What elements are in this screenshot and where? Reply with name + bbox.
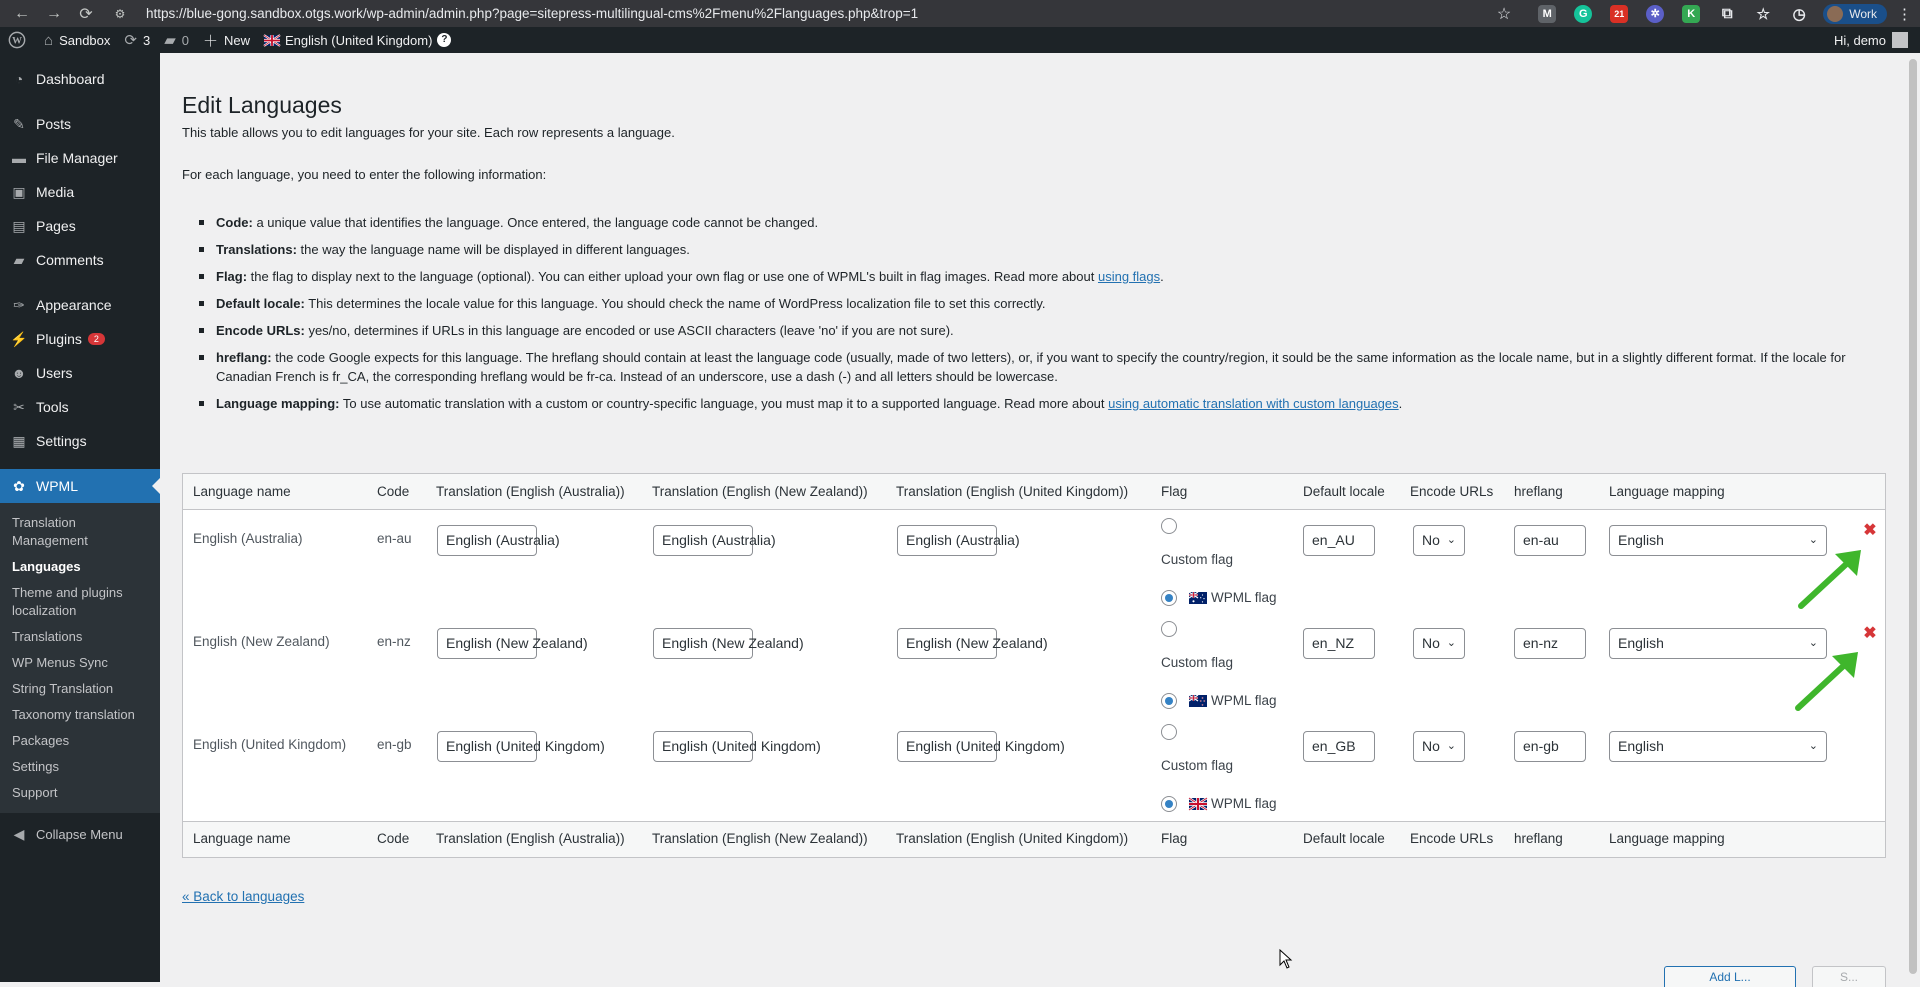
edit-languages-table [182,473,1886,858]
submenu-theme-plugins-localization[interactable]: Theme and plugins localization [12,585,123,618]
user-icon: ☻ [11,365,27,381]
main-content [182,53,1882,904]
delete-language-icon[interactable]: ✖ [1863,522,1877,539]
add-language-button[interactable] [1664,966,1796,987]
settings-extension-icon[interactable]: ✲ [1646,5,1664,23]
custom-flag-label: Custom flag [1161,552,1234,567]
back-arrow-icon[interactable]: ← [14,4,30,22]
greeting: Hi, demo [1833,32,1886,48]
footer-divider [183,821,1885,822]
default-locale-input[interactable]: en_NZ [1303,628,1375,659]
field-descriptions-list [198,213,1878,413]
menu-item-dashboard[interactable] [0,62,160,96]
col-code: Code [377,484,410,499]
wpml-flag-radio[interactable] [1161,590,1177,606]
menu-label: Media [36,184,75,200]
plugins-update-badge: 2 [88,333,105,345]
col-translation-nz: Translation (English (New Zealand)) [652,831,868,846]
chevron-down-icon: ⌄ [1446,534,1456,546]
menu-item-posts[interactable] [0,107,160,141]
settings-icon: ▦ [12,432,26,449]
default-locale-input[interactable]: en_AU [1303,525,1375,556]
menu-label: Users [36,365,73,381]
calendar-extension-icon[interactable]: 21 [1610,5,1628,23]
new-label: New [224,32,251,48]
wpml-flag-radio[interactable] [1161,796,1177,812]
wpml-flag-label: WPML flag [1211,590,1277,605]
table-body-bg [183,510,1885,821]
updates-count: 3 [142,32,151,48]
my-account-link[interactable] [1834,32,1908,48]
col-hreflang: hreflang [1514,484,1563,499]
language-label: English (United Kingdom) [285,32,433,48]
info-term: hreflang: [216,350,272,365]
hreflang-input[interactable]: en-nz [1514,628,1586,659]
info-item-translations [198,240,1878,259]
history-icon[interactable]: ◷ [1792,5,1806,23]
info-lead: For each language, you need to enter the following information: [182,167,547,182]
comments-link[interactable] [164,31,189,49]
svg-text:W: W [12,35,22,47]
col-hreflang: hreflang [1514,831,1563,846]
submenu-translation-management[interactable]: Translation Management [12,515,88,548]
submenu-support[interactable]: Support [12,785,58,800]
delete-language-icon[interactable]: ✖ [1863,625,1877,642]
site-name-link[interactable] [44,32,110,49]
wpml-icon: ✿ [13,477,25,494]
pin-icon: ✎ [13,115,25,132]
language-switcher[interactable] [264,33,451,48]
submenu-settings[interactable]: Settings [12,759,59,774]
united-kingdom-flag-icon [264,35,280,46]
col-language-name: Language name [193,484,291,499]
save-button[interactable] [1812,966,1886,987]
menu-item-wpml[interactable] [0,469,160,503]
scrollbar-thumb[interactable] [1909,59,1917,974]
menu-item-comments[interactable] [0,243,160,277]
language-mapping-select[interactable] [1609,731,1827,762]
annotation-arrow-icon [1790,646,1870,716]
automatic-translation-custom-languages-link[interactable]: using automatic translation with custom languages [1108,396,1399,411]
wpml-flag-label: WPML flag [1211,796,1277,811]
encode-urls-select[interactable] [1413,525,1465,556]
info-term: Encode URLs: [216,323,305,338]
col-translation-au: Translation (English (Australia)) [436,484,625,499]
folder-icon: ▬ [12,150,26,166]
info-text: . [1160,269,1164,284]
updates-link[interactable] [124,31,150,49]
new-content-link[interactable] [203,30,250,51]
col-translation-nz: Translation (English (New Zealand)) [652,484,868,499]
menu-item-media[interactable] [0,175,160,209]
chevron-down-icon: ⌄ [1808,740,1818,752]
menu-label: Pages [36,218,76,234]
comments-count: 0 [181,32,189,48]
page-title: Edit Languages [182,92,342,118]
menu-item-pages[interactable] [0,209,160,243]
encode-urls-select[interactable] [1413,731,1465,762]
info-item-code [198,213,1878,232]
col-flag: Flag [1161,484,1188,499]
info-text: the code Google expects for this language. The hreflang should contain at least the language code (usually, made of two letters), or, if you want to specify the country/region, it sould be the same information as the locale name, but in a slightly different format. If the locale for Canadian French is fr_CA, the corresponding hreflang would be fr-ca. Instead of an underscore, use a dash (-) and all letters should be lowercase. [216,350,1846,384]
admin-sidebar-menu [0,53,160,982]
wordpress-logo-icon[interactable] [8,31,26,49]
encode-urls-value: No [1422,532,1440,548]
custom-flag-radio[interactable] [1161,724,1177,740]
page-scrollbar[interactable] [1906,53,1920,982]
language-name: English (United Kingdom) [193,737,347,752]
back-to-languages-link[interactable]: « Back to languages [182,889,305,904]
menu-label: File Manager [36,150,118,166]
hreflang-input[interactable]: en-gb [1514,731,1586,762]
menu-label: Posts [36,116,72,132]
wp-admin-bar [0,27,1920,53]
collapse-arrow-icon: ◀ [13,825,25,842]
info-text: yes/no, determines if URLs in this language are encoded or use ASCII characters (leave 'no' if you are not sure). [304,323,954,338]
annotation-arrow-icon [1793,544,1873,614]
col-language-name: Language name [193,831,291,846]
updates-icon: ⟳ [124,32,137,49]
submenu-string-translation[interactable]: String Translation [12,681,114,696]
encode-urls-value: No [1422,738,1440,754]
bookmarks-icon[interactable]: ☆ [1756,5,1770,23]
col-code: Code [377,831,410,846]
save-label: S... [1839,970,1858,984]
info-item-flag [198,267,1878,286]
col-language-mapping: Language mapping [1609,831,1725,846]
language-name: English (Australia) [193,531,303,546]
chevron-down-icon: ⌄ [1446,637,1456,649]
translation-au-input[interactable]: English (New Zealand) [437,628,537,659]
submenu-wp-menus-sync[interactable]: WP Menus Sync [12,655,108,670]
grammarly-extension-icon[interactable]: G [1574,5,1592,23]
site-info-icon[interactable]: ⚙ [114,6,126,21]
language-code: en-gb [377,737,412,752]
info-term: Language mapping: [216,396,340,411]
plus-icon: ＋ [202,32,218,50]
col-default-locale: Default locale [1303,831,1385,846]
language-mapping-value: English [1618,738,1664,754]
profile-button[interactable] [1823,4,1887,24]
mouse-pointer-icon [1279,949,1293,969]
info-term: Code: [216,215,253,230]
menu-item-appearance[interactable] [0,288,160,322]
menu-item-file-manager[interactable] [0,141,160,175]
custom-flag-radio[interactable] [1161,621,1177,637]
col-encode-urls: Encode URLs [1410,484,1494,499]
wpml-flag-radio[interactable] [1161,693,1177,709]
info-text: This determines the locale value for this language. You should check the name of WordPress localization file to set this correctly. [304,296,1046,311]
col-translation-uk: Translation (English (United Kingdom)) [896,484,1129,499]
reload-icon[interactable]: ⟳ [79,5,93,23]
united-kingdom-flag-icon [1189,798,1207,810]
menu-label: Collapse Menu [36,826,123,842]
hreflang-input[interactable]: en-au [1514,525,1586,556]
info-text: the way the language name will be displayed in different languages. [296,242,690,257]
col-translation-uk: Translation (English (United Kingdom)) [896,831,1129,846]
col-flag: Flag [1161,831,1188,846]
new-zealand-flag-icon [1189,695,1207,707]
info-item-language-mapping [198,394,1878,413]
encode-urls-value: No [1422,635,1440,651]
plug-icon: ⚡ [10,330,28,347]
browser-menu-icon[interactable]: ⋮ [1897,5,1912,23]
collapse-menu-button[interactable] [0,817,160,851]
help-icon[interactable]: ? [437,33,451,47]
add-language-label: Add L... [1709,970,1751,984]
info-term: Default locale: [216,296,305,311]
custom-flag-label: Custom flag [1161,758,1234,773]
page-intro: This table allows you to edit languages for your site. Each row represents a language. [182,125,675,140]
profile-avatar [1827,6,1843,22]
submenu-translations[interactable]: Translations [12,629,83,644]
info-text: the flag to display next to the language (optional). You can either upload your own flag or use one of WPML's built in flag images. Read more about [247,269,1098,284]
encode-urls-select[interactable] [1413,628,1465,659]
submenu-taxonomy-translation[interactable]: Taxonomy translation [12,707,135,722]
submenu-languages[interactable]: Languages [12,559,81,574]
menu-item-plugins[interactable] [0,322,160,356]
menu-item-users[interactable] [0,356,160,390]
submenu-packages[interactable]: Packages [12,733,70,748]
menu-item-tools[interactable] [0,390,160,424]
chevron-down-icon: ⌄ [1808,534,1818,546]
comments-icon: ▰ [13,251,25,268]
wpml-submenu [0,503,160,813]
language-mapping-value: English [1618,532,1664,548]
translation-au-input[interactable]: English (Australia) [437,525,537,556]
translation-au-input[interactable]: English (United Kingdom) [437,731,537,762]
dashboard-icon: ◔ [14,71,24,87]
browser-toolbar [0,0,1920,27]
menu-label: Appearance [36,297,112,313]
info-text: . [1398,396,1403,411]
site-name: Sandbox [59,32,111,48]
custom-flag-label: Custom flag [1161,655,1234,670]
custom-flag-radio[interactable] [1161,518,1177,534]
translation-nz-input[interactable]: English (United Kingdom) [653,731,753,762]
menu-label: WPML [36,478,78,494]
menu-label: Tools [36,399,69,415]
info-item-encode-urls [198,321,1878,340]
language-code: en-nz [377,634,411,649]
avatar [1892,32,1908,48]
translation-uk-input[interactable]: English (Australia) [897,525,997,556]
chevron-down-icon: ⌄ [1446,740,1456,752]
forward-arrow-icon[interactable]: → [46,4,62,22]
k-extension-icon[interactable]: K [1682,5,1700,23]
pages-icon: ▤ [12,217,26,234]
australia-flag-icon [1189,592,1207,604]
menu-label: Comments [36,252,104,268]
info-item-hreflang [198,348,1878,386]
wrench-icon: ✂ [13,398,25,415]
puzzle-extensions-icon[interactable]: ⧉ [1721,5,1733,22]
info-item-default-locale [198,294,1878,313]
default-locale-input[interactable]: en_GB [1303,731,1375,762]
chevron-down-icon: ⌄ [1808,637,1818,649]
address-bar[interactable]: https://blue-gong.sandbox.otgs.work/wp-admin/admin.php?page=sitepress-multilingual-cms%2Fmenu%2Flanguages.php&trop=1 [146,6,919,21]
translation-uk-input[interactable]: English (United Kingdom) [897,731,997,762]
info-text: a unique value that identifies the language. Once entered, the language code cannot be changed. [252,215,819,230]
translation-nz-input[interactable]: English (New Zealand) [653,628,753,659]
col-encode-urls: Encode URLs [1410,831,1494,846]
language-name: English (New Zealand) [193,634,330,649]
profile-label: Work [1849,6,1877,21]
language-code: en-au [377,531,412,546]
menu-item-settings[interactable] [0,424,160,458]
col-default-locale: Default locale [1303,484,1385,499]
home-icon: ⌂ [44,31,54,49]
language-mapping-value: English [1618,635,1664,651]
translation-uk-input[interactable]: English (New Zealand) [897,628,997,659]
menu-label: Settings [36,433,87,449]
mendeley-extension-icon[interactable]: M [1538,5,1556,23]
col-language-mapping: Language mapping [1609,484,1725,499]
using-flags-link[interactable]: using flags [1097,269,1161,284]
media-icon: ▣ [12,183,26,200]
info-term: Translations: [216,242,297,257]
info-term: Flag: [216,269,248,284]
menu-label: Plugins [36,331,82,347]
col-translation-au: Translation (English (Australia)) [436,831,625,846]
info-text: To use automatic translation with a custom or country-specific language, you must map it to a supported language. Read more about [339,396,1109,411]
brush-icon: ✑ [13,296,25,313]
translation-nz-input[interactable]: English (Australia) [653,525,753,556]
bookmark-star-icon[interactable]: ☆ [1496,5,1512,23]
wpml-flag-label: WPML flag [1211,693,1277,708]
comment-bubble-icon: ▰ [164,32,176,49]
menu-label: Dashboard [36,71,105,87]
